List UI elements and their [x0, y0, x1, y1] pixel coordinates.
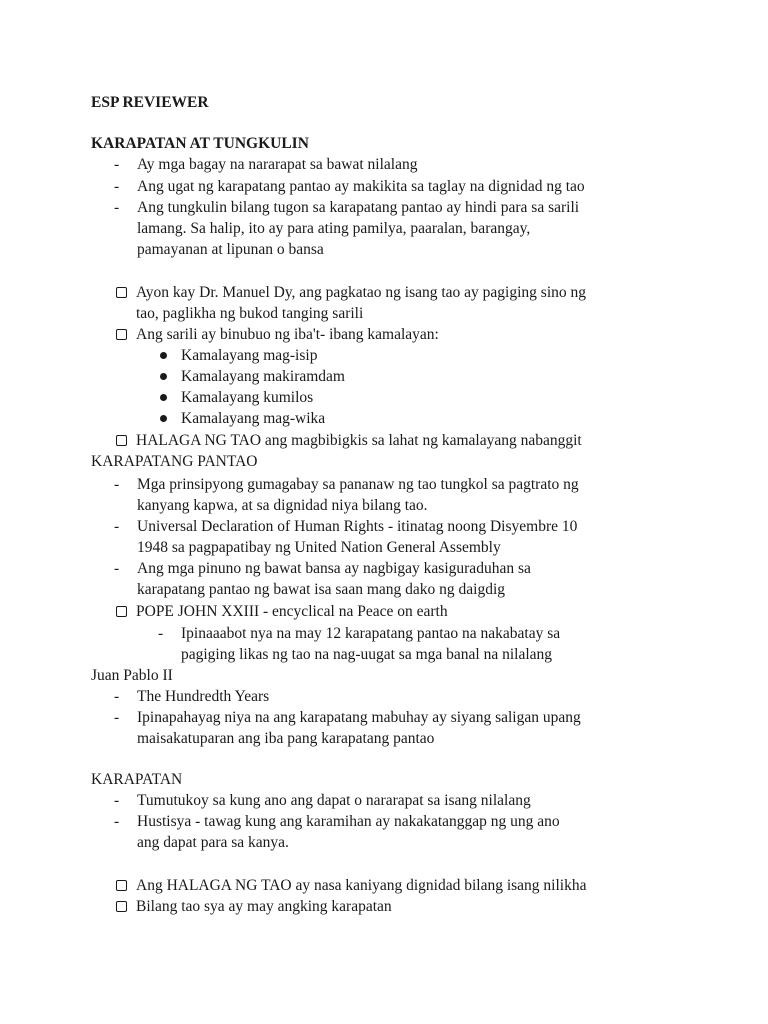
list-item: Ipinapahayag niya na ang karapatang mabuhay ay siyang saligan upang	[137, 709, 581, 726]
dash-marker: -	[114, 199, 120, 216]
list-item-continuation: karapatang pantao ng bawat isa saan mang dako ng daigdig	[137, 581, 506, 598]
checkbox-item-continuation: tao, paglikha ng bukod tanging sarili	[136, 305, 364, 322]
dash-marker: -	[114, 476, 120, 493]
checkbox-item: Bilang tao sya ay may angking karapatan	[136, 898, 392, 915]
list-item: Ang ugat ng karapatang pantao ay makikita sa taglay na dignidad ng tao	[137, 178, 585, 195]
sub-list-item: Ipinaaabot nya na may 12 karapatang pantao na nakabatay sa	[181, 625, 561, 642]
bullet-item: Kamalayang makiramdam	[181, 368, 345, 385]
list-item: Ang tungkulin bilang tugon sa karapatang pantao ay hindi para sa sarili	[137, 199, 580, 216]
section-heading-karapatang-pantao: KARAPATANG PANTAO	[91, 453, 258, 470]
section-heading-juan-pablo: Juan Pablo II	[91, 667, 173, 684]
list-item: Ay mga bagay na nararapat sa bawat nilalang	[137, 156, 418, 173]
checkbox-item: HALAGA NG TAO ang magbibigkis sa lahat ng kamalayang nabanggit	[136, 432, 582, 449]
dash-marker: -	[114, 518, 120, 535]
list-item-continuation: maisakatuparan ang iba pang karapatang pantao	[137, 730, 435, 747]
bullet-item: Kamalayang mag-isip	[181, 347, 318, 364]
dash-marker: -	[114, 688, 120, 705]
checkbox-item: POPE JOHN XXIII - encyclical na Peace on earth	[136, 603, 448, 620]
bullet-item: Kamalayang kumilos	[181, 389, 314, 406]
bullet-icon	[160, 373, 167, 380]
checkbox-icon	[116, 606, 127, 617]
bullet-icon	[160, 352, 167, 359]
dash-marker: -	[158, 625, 164, 642]
dash-marker: -	[114, 813, 120, 830]
dash-marker: -	[114, 709, 120, 726]
bullet-item: Kamalayang mag-wika	[181, 410, 326, 427]
list-item-continuation: pamayanan at lipunan o bansa	[137, 241, 324, 258]
list-item: Tumutukoy sa kung ano ang dapat o nararapat sa isang nilalang	[137, 792, 531, 809]
list-item: Mga prinsipyong gumagabay sa pananaw ng tao tungkol sa pagtrato ng	[137, 476, 579, 493]
section-heading-karapatan-at-tungkulin: KARAPATAN AT TUNGKULIN	[91, 135, 309, 152]
dash-marker: -	[114, 178, 120, 195]
list-item-continuation: lamang. Sa halip, ito ay para ating pamilya, paaralan, barangay,	[137, 220, 531, 237]
doc-title: ESP REVIEWER	[91, 94, 209, 111]
list-item: Universal Declaration of Human Rights - itinatag noong Disyembre 10	[137, 518, 578, 535]
dash-marker: -	[114, 792, 120, 809]
bullet-icon	[160, 415, 167, 422]
section-heading-karapatan: KARAPATAN	[91, 771, 183, 788]
dash-marker: -	[114, 560, 120, 577]
checkbox-item: Ang sarili ay binubuo ng iba't- ibang kamalayan:	[136, 326, 439, 343]
sub-list-item-continuation: pagiging likas ng tao na nag-uugat sa mga banal na nilalang	[181, 646, 553, 663]
checkbox-icon	[116, 329, 127, 340]
list-item-continuation: 1948 sa pagpapatibay ng United Nation General Assembly	[137, 539, 501, 556]
list-item-continuation: kanyang kapwa, at sa dignidad niya bilang tao.	[137, 497, 428, 514]
checkbox-item: Ang HALAGA NG TAO ay nasa kaniyang dignidad bilang isang nilikha	[136, 877, 587, 894]
list-item: The Hundredth Years	[137, 688, 270, 705]
list-item: Ang mga pinuno ng bawat bansa ay nagbigay kasiguraduhan sa	[137, 560, 531, 577]
list-item: Hustisya - tawag kung ang karamihan ay nakakatanggap ng ung ano	[137, 813, 560, 830]
checkbox-icon	[116, 435, 127, 446]
list-item-continuation: ang dapat para sa kanya.	[137, 834, 289, 851]
bullet-icon	[160, 394, 167, 401]
checkbox-icon	[116, 880, 127, 891]
checkbox-icon	[116, 901, 127, 912]
checkbox-icon	[116, 287, 127, 298]
dash-marker: -	[114, 156, 120, 173]
checkbox-item: Ayon kay Dr. Manuel Dy, ang pagkatao ng isang tao ay pagiging sino ng	[136, 284, 586, 301]
